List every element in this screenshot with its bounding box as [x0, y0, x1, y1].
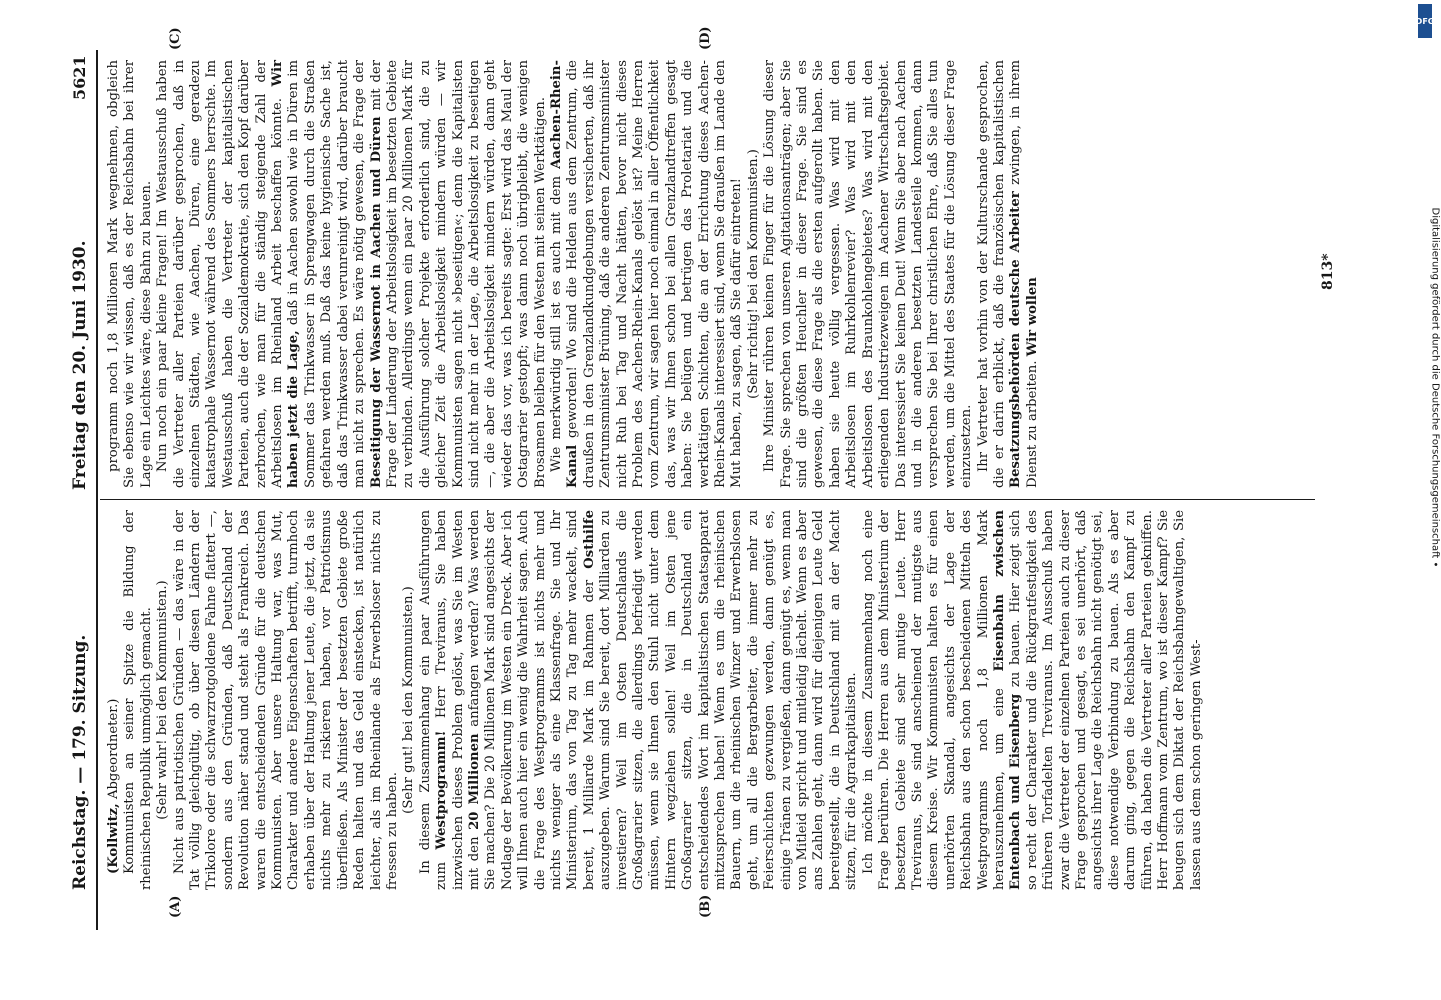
margin-mark-b: (B) [698, 894, 713, 918]
margin-mark-d: (D) [698, 26, 713, 50]
dfg-logo: DFG [1418, 4, 1432, 38]
paragraph: programm noch 1,8 Millionen Mark wegnehmen, obgleich Sie ebenso wie wir wissen, daß es der Reichsbahn bei ihrer Lage ein Leichtes wäre, diese Bahn zu bauen. [106, 60, 154, 488]
paragraph: (Sehr gut! bei den Kommunisten.) [401, 586, 417, 814]
margin-mark-a: (A) [168, 895, 183, 918]
column-divider [100, 499, 1315, 500]
paragraph: (Kollwitz, Abgeordneter.) [106, 698, 121, 874]
paragraph: Nicht aus patriotischen Gründen — das wäre in der Tat völlig gleichgültig, ob über diesen Ländern der Trikolore oder die schwarzrotgoldene Fahne flattert —, sondern aus den Gründen, daß Deutschland der Revolution näher stand und steht als Frankreich. Das waren die entscheidenden Gründe für die deutschen Kommunisten. Aber unsere Haltung war, was Mut, Charakter und andere Eigenschaften betrifft, turmhoch erhaben über der Haltung jener Leute, die jetzt, da sie nichts mehr zu riskieren haben, vor Patriotismus überfließen. Als Minister der besetzten Gebiete große Reden halten und das Geld einstecken, ist natürlich leichter, als im Rheinlande als Erwerbsloser nichts zu fressen zu haben. [171, 510, 400, 890]
rotated-page [58, 10, 1358, 990]
text-column-right [106, 60, 1311, 488]
paragraph: In diesem Zusammenhang ein paar Ausführungen zum Westprogramm! Herr Treviranus, Sie haben inzwischen dieses Problem gelöst, was Sie im Westen mit den 20 Millionen anfangen werden? Was werden Sie machen? Die 20 Millionen Mark sind angesichts der Notlage der Bevölkerung im Westen ein Dreck. Aber ich will Ihnen auch hier ein wenig die Wahrheit sagen. Auch die Frage des Westprogramms ist nichts mehr und nichts weniger als eine Klassenfrage. Sie und Ihr Ministerium, das von Tag zu Tag mehr wackelt, sind bereit, 1 Milliarde Mark im Rahmen der Osthilfe auszugeben. Warum sind Sie bereit, dort Milliarden zu investieren? Weil im Osten Deutschlands die Großagrarier sitzen, die allerdings befriedigt werden müssen, wenn sie Ihnen den Stuhl nicht unter dem Hintern wegziehen sollen! Weil im Osten jene Großagrarier sitzen, die in Deutschland ein entscheidendes Wort im kapitalistischen Staatsapparat mitzusprechen haben! Wenn es um die rheinischen Bauern, um die rheinischen Winzer und Erwerbslosen geht, um all die Bergarbeiter, die immer mehr zu Feierschichten gezwungen werden, dann genügt es, einige Tränen zu vergießen, dann genügt es, wenn man von Mitleid spricht und mitleidig lächelt. Wenn es aber ans Zahlen geht, dann wird für diejenigen Leute Geld bereitgestellt, die in Deutschland mit an der Macht sitzen, für die Agrarkapitalisten. [417, 510, 860, 890]
header-rule [96, 50, 98, 930]
paragraph: Ihre Minister rühren keinen Finger für die Lösung dieser Frage. Sie sprechen von unseren Agitationsanträgen; aber Sie sind die größten Heuchler in dieser Frage. Sie sind es gewesen, die diese Frage als die ersten aufgerollt haben. Sie haben sie heute völlig vergessen. Was wird mit den Arbeitslosen im Ruhrkohlenrevier? Was wird mit den Arbeitslosen des Braunkohlengebietes? Was wird mit den erliegenden Industriezweigen im Aachener Wirtschaftsgebiet. Das interessiert Sie keinen Deut! Wenn Sie aber nach Aachen und in die anderen besetzten Landesteile kommen, dann versprechen Sie bei Ihrer christlichen Ehre, daß Sie alles tun werden, um die Mittel des Staates für die Lösung dieser Frage einzusetzen. [762, 60, 975, 488]
page-number: 5621 [70, 55, 89, 100]
paragraph: Kommunisten an seiner Spitze die Bildung der rheinischen Republik unmöglich gemacht. [122, 510, 154, 890]
margin-mark-c: (C) [168, 27, 183, 50]
paragraph: (Sehr richtig! bei den Kommunisten.) [745, 149, 761, 399]
paragraph: Wie merkwürdig still ist es auch mit dem Aachen-Rhein-Kanal geworden! Wo sind die Helden aus dem Zentrum, die draußen in den Grenzlandkundgebungen versicherten, daß ihr Zentrumsminister Brüning, daß die anderen Zentrumsminister nicht Ruh bei Tag und Nacht hätten, bevor nicht dieses Problem des Aachen-Rhein-Kanals gelöst ist? Meine Herren vom Zentrum, wir sagen hier noch einmal in aller Öffentlichkeit das, was wir Ihnen schon bei allen Grenzlandtreffen gesagt haben: Sie belügen und betrügen das Proletariat und die werktätigen Schichten, die an der Errichtung dieses Aachen-Rhein-Kanals interessiert sind, wenn Sie draußen im Lande den Mut haben, zu sagen, daß Sie dafür eintreten! [548, 60, 745, 488]
footer-signature: 813* [1320, 253, 1336, 290]
header-center: Freitag den 20. Juni 1930. [70, 240, 90, 490]
paragraph: Ihr Vertreter hat vorhin von der Kulturschande gesprochen, die er darin erblickt, daß die französischen kapitalistischen Besatzungsbehörden deutsche Arbeiter zwingen, in ihrem Dienst zu arbeiten. Wir wollen [975, 60, 1040, 488]
header-left: Reichstag. — 179. Sitzung. [70, 634, 90, 890]
digitization-credit: Digitalisierung gefördert durch die Deutsche Forschungsgemeinschaft • [1429, 207, 1441, 568]
text-column-left [106, 510, 1311, 890]
paragraph: Nun noch ein paar kleine Fragen! Im Westausschuß haben die Vertreter aller Parteien darüber gesprochen, daß in einzelnen Städten, wie Aachen, Düren, eine geradezu katastrophale Wassernot während des Sommers herrschte. Im Westausschuß haben die Vertreter der kapitalistischen Parteien, auch die der Sozialdemokratie, sich den Kopf darüber zerbrochen, wie man für die ständig steigende Zahl der Arbeitslosen im Rheinland Arbeit beschaffen könnte. Wir haben jetzt die Lage, daß in Aachen sowohl wie in Düren im Sommer das Trinkwasser in Sprengwagen durch die Straßen gefahren werden muß. Daß das keine hygienische Sache ist, daß das Trinkwasser dabei verunreinigt wird, darüber braucht man nicht zu sprechen. Es wäre nötig gewesen, die Frage der Beseitigung der Wassernot in Aachen und Düren mit der Frage der Linderung der Arbeitslosigkeit im besetzten Gebiete zu verbinden. Allerdings wenn ein paar 20 Millionen Mark für die Ausführung solcher Projekte erforderlich sind, die zu gleicher Zeit die Arbeitslosigkeit mindern würden — wir Kommunisten sagen nicht »beseitigen«; denn die Kapitalisten sind nicht mehr in der Lage, die Arbeitslosigkeit zu beseitigen —, die aber die Arbeitslosigkeit mindern würden, dann geht wieder das vor, was ich bereits sagte: Erst wird das Maul der Ostagrarier gestopft; was dann noch übrigbleibt, die wenigen Brosamen bleiben für den Westen mit seinen Werktätigen. [155, 60, 548, 488]
paragraph: Ich möchte in diesem Zusammenhang noch eine Frage berühren. Die Herren aus dem Ministerium der besetzten Gebiete sind sehr mutige Leute. Herr Treviranus, Sie sind anscheinend der mutigste aus diesem Kreise. Wir Kommunisten halten es für einen unerhörten Skandal, angesichts der Lage der Reichsbahn aus den schon bescheidenen Mitteln des Westprogramms noch 1,8 Millionen Mark herauszunehmen, um eine Eisenbahn zwischen Entenbach und Eisenberg zu bauen. Hier zeigt sich so recht der Charakter und die Rückgratfestigkeit des früheren Torfadelten Treviranus. Im Ausschuß haben zwar die Vertreter der einzelnen Parteien auch zu dieser Frage gesprochen und gesagt, es sei unerhört, daß angesichts ihrer Lage die Reichsbahn nicht genötigt sei, diese notwendige Verbindung zu bauen. Als es aber darum ging, gegen die Reichsbahn den Kampf zu führen, da haben die Vertreter aller Parteien gekniffen. Herr Hoffmann vom Zentrum, wo ist dieser Kampf? Sie beugen sich dem Diktat der Reichsbahngewaltigen, Sie lassen aus dem schon geringen West- [860, 510, 1204, 890]
paragraph: (Sehr wahr! bei den Kommunisten.) [155, 580, 171, 820]
